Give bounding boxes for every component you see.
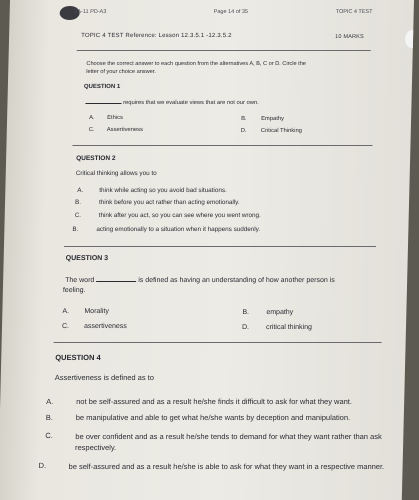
question-4-stem: Assertiveness is defined as to	[54, 373, 155, 382]
q4-option-b: be manipulative and able to get what he/she wants by deception and manipulation.	[75, 413, 351, 422]
q2-option-a-letter: A.	[77, 187, 84, 194]
q1-option-a: Ethics	[107, 115, 123, 121]
q1-option-b-letter: B.	[241, 116, 247, 122]
question-2-stem: Critical thinking allows you to	[75, 170, 157, 177]
q3-option-d: critical thinking	[265, 324, 313, 331]
question-3-stem: The word is defined as having an understanding of how another person is	[65, 277, 335, 284]
header-left: SA-11 PD-A3	[73, 9, 107, 15]
test-title: TOPIC 4 TEST Reference: Lesson 12.3.5.1 -12.3.5.2	[81, 33, 232, 39]
q3-option-c: assertiveness	[83, 323, 127, 330]
header-right: TOPIC 4 TEST	[335, 9, 373, 15]
q1-option-d: Critical Thinking	[260, 128, 303, 134]
answer-blank	[96, 281, 136, 282]
q4-option-b-letter: B.	[45, 413, 54, 422]
q3-option-b: empathy	[266, 309, 294, 316]
q2-option-a: think while acting so you avoid bad situations.	[99, 187, 227, 194]
instructions-line-2: letter of your choice answer.	[86, 69, 156, 75]
q1-option-c-letter: C.	[88, 127, 95, 133]
instructions-line-1: Choose the correct answer to each question from the alternatives A, B, C or D. Circle the	[86, 61, 307, 67]
q3-option-a-letter: A.	[62, 308, 70, 315]
question-3-heading: QUESTION 3	[65, 255, 109, 262]
q4-option-c-letter: C.	[45, 431, 53, 440]
header-page-number: Page 14 of 35	[213, 9, 249, 15]
q3-option-a: Morality	[84, 308, 109, 315]
q1-option-b: Empathy	[261, 116, 285, 122]
q2-option-c-letter: C.	[74, 212, 82, 219]
q2-option-d: acting emotionally to a situation when it happens suddenly.	[96, 226, 261, 233]
q4-option-d-letter: D.	[38, 461, 47, 470]
answer-blank	[85, 103, 121, 104]
divider	[77, 50, 371, 51]
divider	[72, 145, 372, 146]
q3-option-d-letter: D.	[241, 324, 250, 331]
q4-option-a: not be self-assured and as a result he/she finds it difficult to ask for what they want.	[76, 397, 353, 406]
question-2-heading: QUESTION 2	[76, 155, 116, 162]
q2-option-d-letter: B.	[72, 226, 79, 233]
q2-option-b-letter: B.	[74, 199, 82, 206]
q3-option-c-letter: C.	[61, 323, 70, 330]
page-corner-glare	[405, 30, 414, 48]
question-1-heading: QUESTION 1	[83, 84, 121, 90]
q4-option-a-letter: A.	[46, 397, 54, 406]
divider	[64, 246, 376, 247]
q1-option-d-letter: D.	[240, 128, 247, 134]
question-1-stem: requires that we evaluate views that are not our own.	[85, 100, 258, 106]
q1-option-c: Assertiveness	[106, 127, 143, 133]
divider	[54, 342, 382, 343]
q2-option-b: think before you act rather than acting emotionally.	[98, 199, 240, 206]
q4-option-d: be self-assured and as a result he/she is able to ask for what they want in a respective manner.	[68, 462, 385, 471]
q1-option-a-letter: A.	[89, 115, 95, 121]
question-4-heading: QUESTION 4	[55, 353, 101, 362]
q3-option-b-letter: B.	[242, 309, 250, 316]
q2-option-c: think after you act, so you can see where you went wrong.	[98, 212, 261, 219]
test-marks: 10 MARKS	[335, 34, 364, 40]
q4-option-c: be over confident and as a result he/she tends to demand for what they want rather than ask respectively.	[74, 432, 382, 452]
question-3-stem-end: feeling.	[62, 287, 86, 294]
